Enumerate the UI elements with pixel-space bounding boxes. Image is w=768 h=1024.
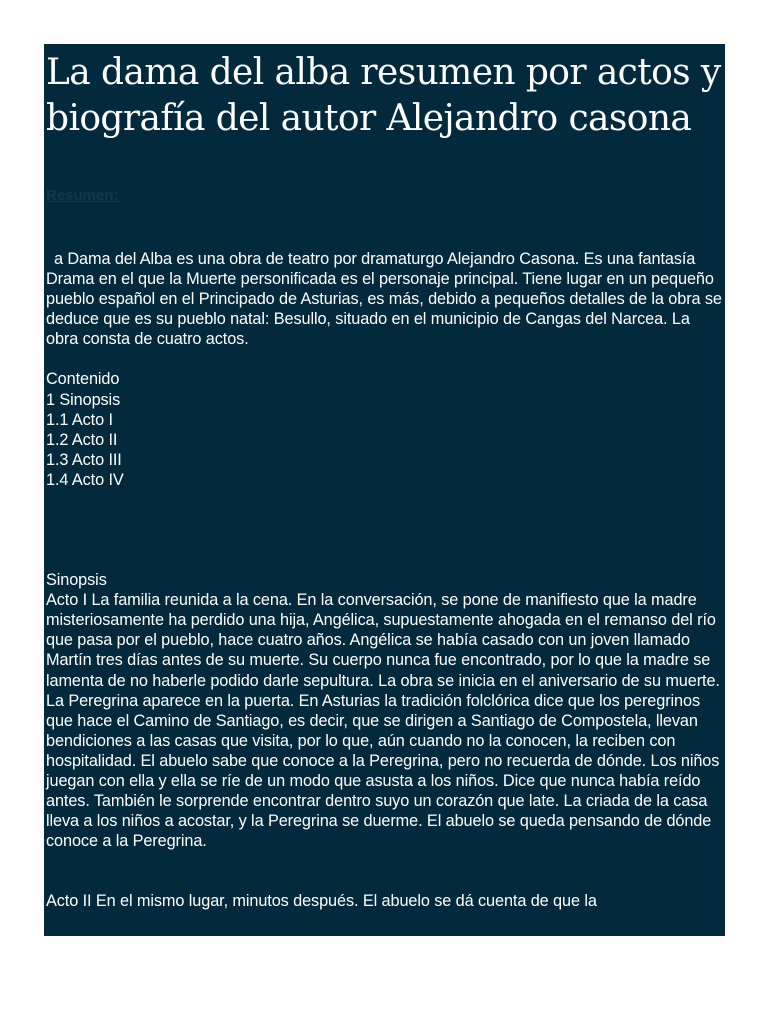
intro-text: a Dama del Alba es una obra de teatro por dramaturgo Alejandro Casona. Es una fantasía Drama en el que la Muerte personificada es el personaje principal. Tiene lugar en un pequeño pueblo español en el Principado de Asturias, es más, debido a pequeños detalles de la obra se deduce que es su pueblo natal: Besullo, situado en el municipio de Cangas del Narcea. La obra consta de cuatro actos. [46, 250, 722, 349]
toc-item-acto-3[interactable]: 1.3 Acto III [46, 450, 122, 469]
toc-item-acto-1[interactable]: 1.1 Acto I [46, 410, 113, 429]
document-title: La dama del alba resumen por actos y biografía del autor Alejandro casona [46, 52, 721, 139]
spacer [46, 349, 725, 369]
toc-heading: Contenido [46, 370, 120, 389]
toc-item-acto-4[interactable]: 1.4 Acto IV [46, 470, 124, 489]
document-body [46, 249, 725, 911]
intro-paragraph [46, 249, 725, 349]
acto-2-paragraph: Acto II En el mismo lugar, minutos después. El abuelo se dá cuenta de que la [46, 892, 597, 911]
sinopsis-heading: Sinopsis [46, 571, 107, 590]
document-page [44, 44, 725, 936]
table-of-contents [46, 369, 725, 490]
toc-item-acto-2[interactable]: 1.2 Acto II [46, 430, 118, 449]
toc-item-sinopsis[interactable]: 1 Sinopsis [46, 390, 121, 409]
spacer [46, 851, 725, 891]
summary-subheading[interactable]: Resumen: [46, 187, 119, 204]
acto-1-paragraph: Acto I La familia reunida a la cena. En la conversación, se pone de manifiesto que la madre misteriosamente ha perdido una hija, Angélica, supuestamente ahogada en el remanso del río que pasa por el pueblo, hace cuatro años. Angélica se había casado con un joven llamado Martín tres días antes de su muerte. Su cuerpo nunca fue encontrado, por lo que la madre se lamenta de no haberle podido darle sepultura. La obra se inicia en el aniversario de su muerte. La Peregrina aparece en la puerta. En Asturias la tradición folclórica dice que los peregrinos que hace el Camino de Santiago, es decir, que se dirigen a Santiago de Compostela, llevan bendiciones a las casas que visita, por lo que, aún cuando no la conocen, la reciben con hospitalidad. El abuelo sabe que conoce a la Peregrina, pero no recuerda de dónde. Los niños juegan con ella y ella se ríe de un modo que asusta a los niños. Dice que nunca había reído antes. También le sorprende encontrar dentro suyo un corazón que late. La criada de la casa lleva a los niños a acostar, y la Peregrina se duerme. El abuelo se queda pensando de dónde conoce a la Peregrina. [46, 591, 720, 851]
spacer [46, 490, 725, 570]
